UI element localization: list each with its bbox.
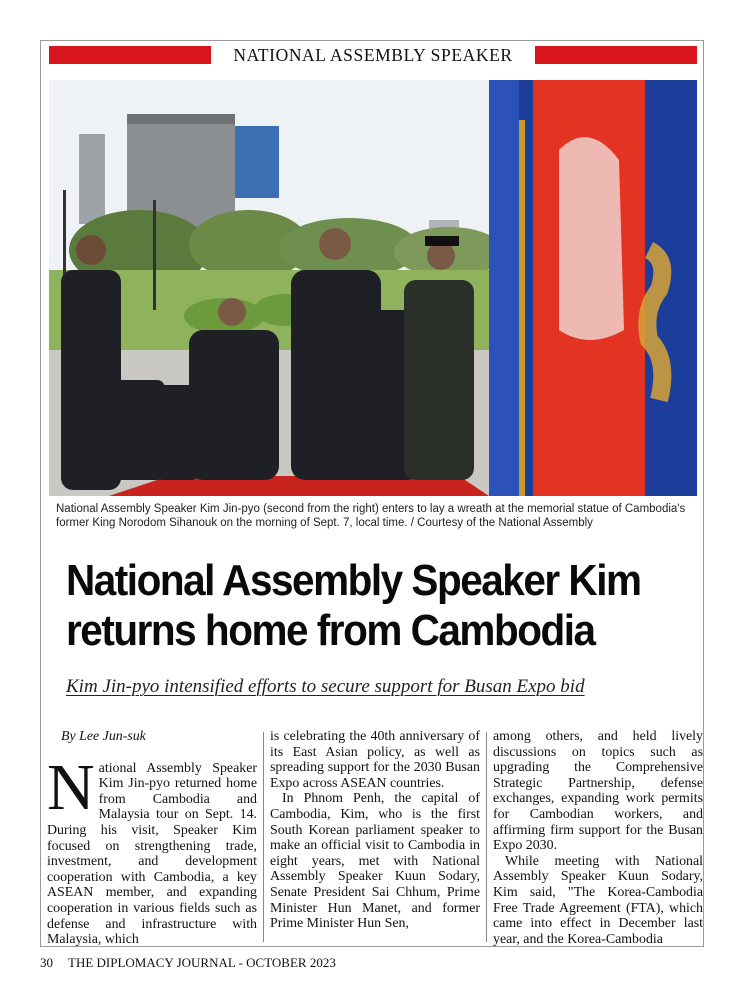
section-title: NATIONAL ASSEMBLY SPEAKER bbox=[233, 45, 513, 65]
column-divider-1 bbox=[263, 732, 264, 942]
lead-paragraph-text: ational Assembly Speaker Kim Jin-pyo returned home from Cambodia and Malaysia tour on Sept. 14. During his visit, Speaker Kim focused on strengthening trade, investment, and development cooperation with Cambodia, a key ASEAN member, and expanding cooperation in various fields such as defense and infrastructure with Malaysia, which bbox=[47, 760, 257, 948]
lead-paragraph bbox=[47, 750, 257, 948]
photo-image-icon bbox=[49, 80, 697, 496]
photo-caption: National Assembly Speaker Kim Jin-pyo (second from the right) enters to lay a wreath at the memorial statue of Cambodia's former King Norodom Sihanouk on the morning of Sept. 7, local time. / Courtesy of the National Assembly bbox=[56, 503, 686, 529]
article-column-1 bbox=[47, 729, 257, 948]
column-3-paragraph-1: among others, and held lively discussions on topics such as upgrading the Comprehensive Strategic Partnership, defense exchanges, expanding work permits for Cambodian workers, and affirming firm support for the Busan Expo 2030. bbox=[493, 729, 703, 854]
article-column-3 bbox=[493, 729, 703, 947]
page-footer bbox=[40, 955, 336, 971]
article-headline bbox=[66, 556, 646, 656]
article-photo bbox=[49, 80, 697, 496]
section-header bbox=[49, 46, 697, 64]
headline-line-1: National Assembly Speaker Kim bbox=[66, 556, 641, 605]
drop-cap: N bbox=[47, 750, 95, 824]
publication-name: THE DIPLOMACY JOURNAL - OCTOBER 2023 bbox=[68, 955, 336, 970]
section-bar-right bbox=[535, 46, 697, 64]
page-number: 30 bbox=[40, 955, 53, 970]
column-3-paragraph-2: While meeting with National Assembly Speaker Kuun Sodary, Kim said, "The Korea-Cambodia Free Trade Agreement (FTA), which came into effect in December last year, and the Korea-Cambodia bbox=[493, 853, 703, 947]
headline-line-2: returns home from Cambodia bbox=[66, 606, 595, 655]
article-column-2 bbox=[270, 729, 480, 932]
column-divider-2 bbox=[486, 732, 487, 942]
section-bar-left bbox=[49, 46, 211, 64]
column-2-paragraph-1: is celebrating the 40th anniversary of its East Asian policy, as well as spreading support for the 2030 Busan Expo across ASEAN countries. bbox=[270, 729, 480, 791]
article-subheadline: Kim Jin-pyo intensified efforts to secure support for Busan Expo bid bbox=[66, 676, 585, 697]
byline: By Lee Jun-suk bbox=[61, 729, 146, 744]
column-2-paragraph-2: In Phnom Penh, the capital of Cambodia, Kim, who is the first South Korean parliament speaker to make an official visit to Cambodia in eight years, met with National Assembly Speaker Kuun Sodary, Senate President Sai Chhum, Prime Minister Hun Manet, and former Prime Minister Hun Sen, bbox=[270, 791, 480, 932]
